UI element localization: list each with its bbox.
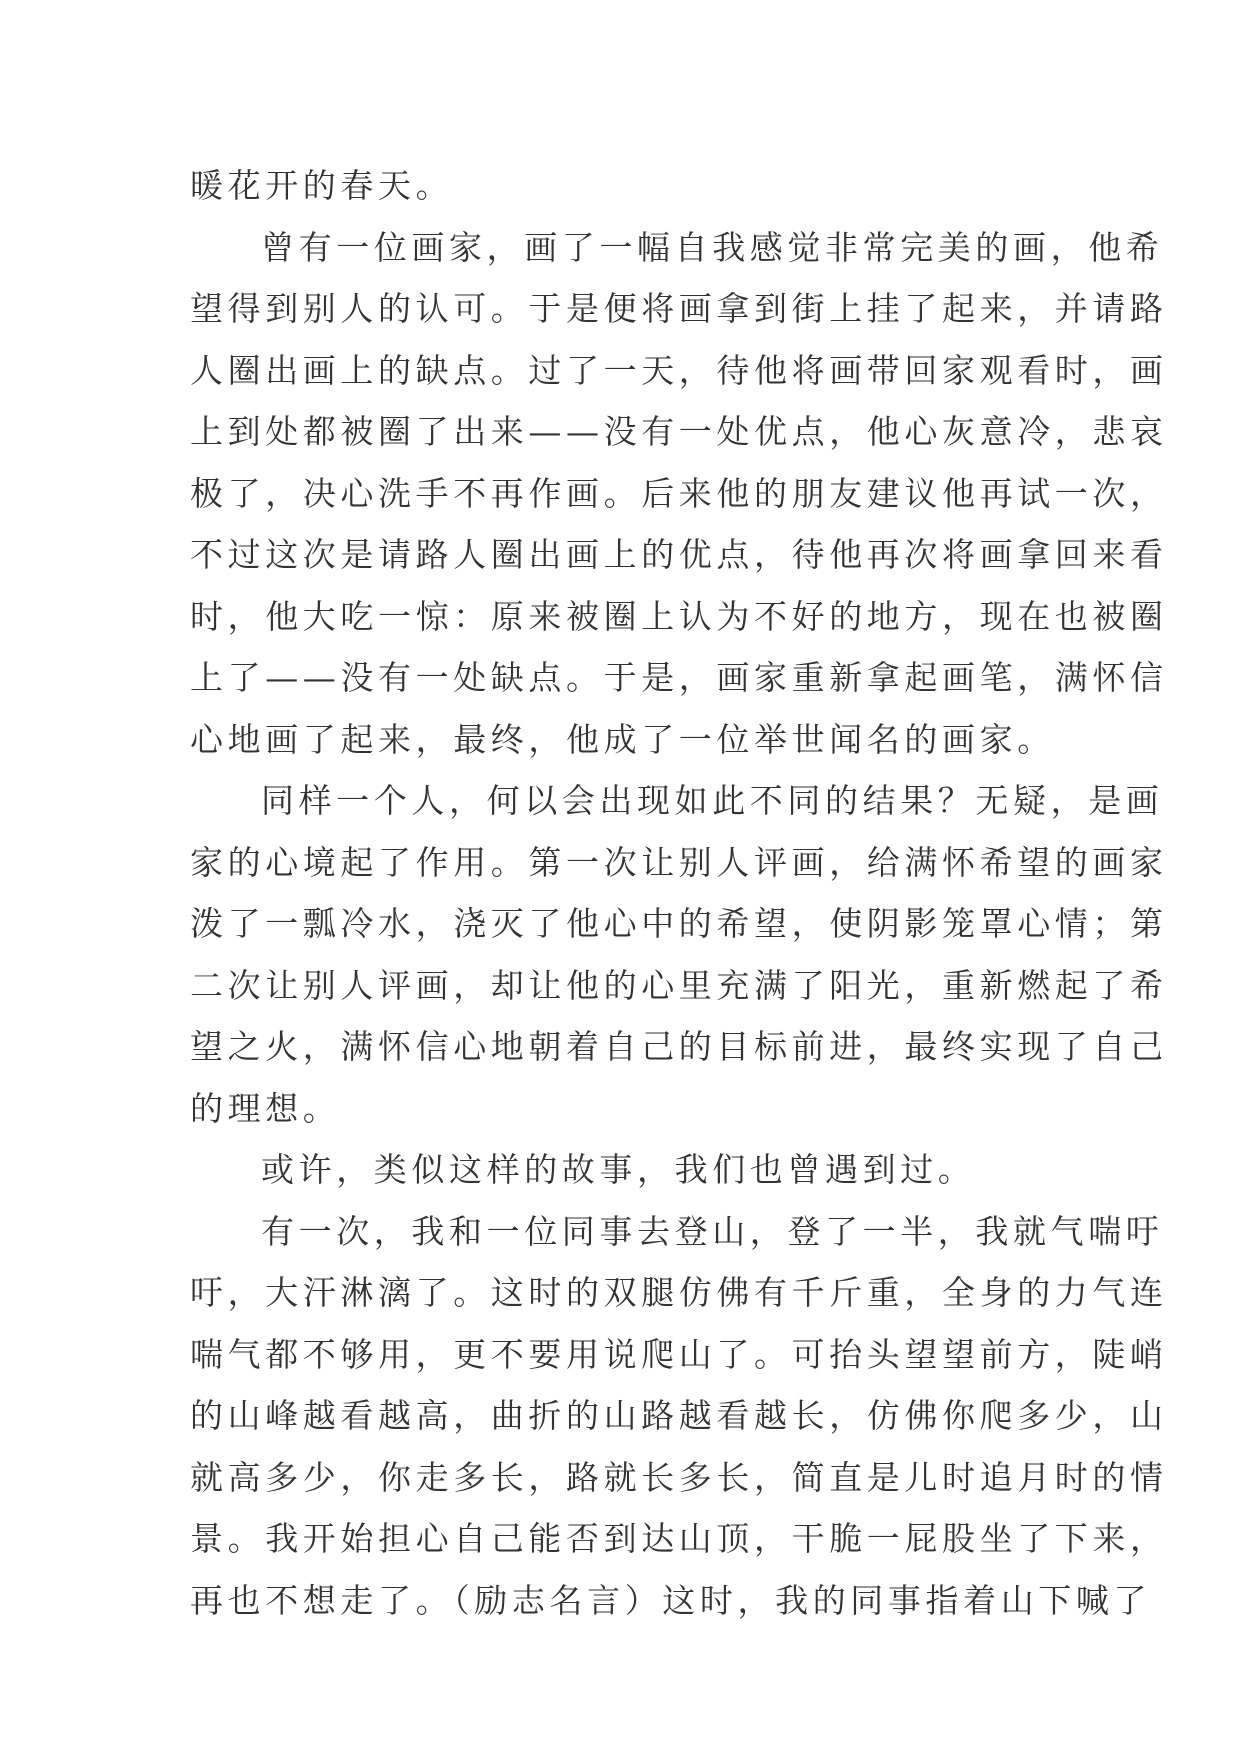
text-line: 吁，大汗淋漓了。这时的双腿仿佛有千斤重，全身的力气连 — [190, 1273, 1168, 1312]
text-line: 时，他大吃一惊：原来被圈上认为不好的地方，现在也被圈 — [190, 596, 1168, 636]
text-line: 暖花开的春天。 — [190, 166, 454, 205]
text-line: 有一次，我和一位同事去登山，登了一半，我就气喘吁 — [261, 1211, 1164, 1251]
text-line: 的山峰越看越高，曲折的山路越看越长，仿佛你爬多少，山 — [190, 1396, 1168, 1435]
text-line: 人圈出画上的缺点。过了一天，待他将画带回家观看时，画 — [190, 350, 1168, 390]
text-line: 上到处都被圈了出来——没有一处优点，他心灰意冷，悲哀 — [190, 412, 1168, 451]
text-line: 望之火，满怀信心地朝着自己的目标前进，最终实现了自己 — [190, 1027, 1168, 1066]
text-line: 的理想。 — [190, 1088, 341, 1128]
text-line: 望得到别人的认可。于是便将画拿到街上挂了起来，并请路 — [190, 289, 1168, 328]
body-text — [190, 155, 1168, 1631]
text-line: 心地画了起来，最终，他成了一位举世闻名的画家。 — [190, 719, 1055, 759]
text-line: 曾有一位画家，画了一幅自我感觉非常完美的画，他希 — [261, 227, 1164, 267]
text-line: 景。我开始担心自己能否到达山顶，干脆一屁股坐了下来， — [190, 1519, 1168, 1558]
text-line: 同样一个人，何以会出现如此不同的结果？无疑，是画 — [261, 781, 1164, 820]
text-line: 泼了一瓢冷水，浇灭了他心中的希望，使阴影笼罩心情；第 — [190, 904, 1168, 943]
text-line: 极了，决心洗手不再作画。后来他的朋友建议他再试一次， — [190, 473, 1168, 513]
text-line: 家的心境起了作用。第一次让别人评画，给满怀希望的画家 — [190, 842, 1168, 882]
text-line: 二次让别人评画，却让他的心里充满了阳光，重新燃起了希 — [190, 965, 1168, 1005]
text-line: 喘气都不够用，更不要用说爬山了。可抬头望望前方，陡峭 — [190, 1334, 1168, 1374]
text-line: 就高多少，你走多长，路就长多长，简直是儿时追月时的情 — [190, 1457, 1168, 1497]
text-line: 或许，类似这样的故事，我们也曾遇到过。 — [261, 1150, 976, 1189]
text-line: 再也不想走了。（励志名言）这时，我的同事指着山下喊了 — [190, 1580, 1152, 1620]
text-line: 不过这次是请路人圈出画上的优点，待他再次将画拿回来看 — [190, 535, 1168, 574]
text-line: 上了——没有一处缺点。于是，画家重新拿起画笔，满怀信 — [190, 658, 1168, 697]
